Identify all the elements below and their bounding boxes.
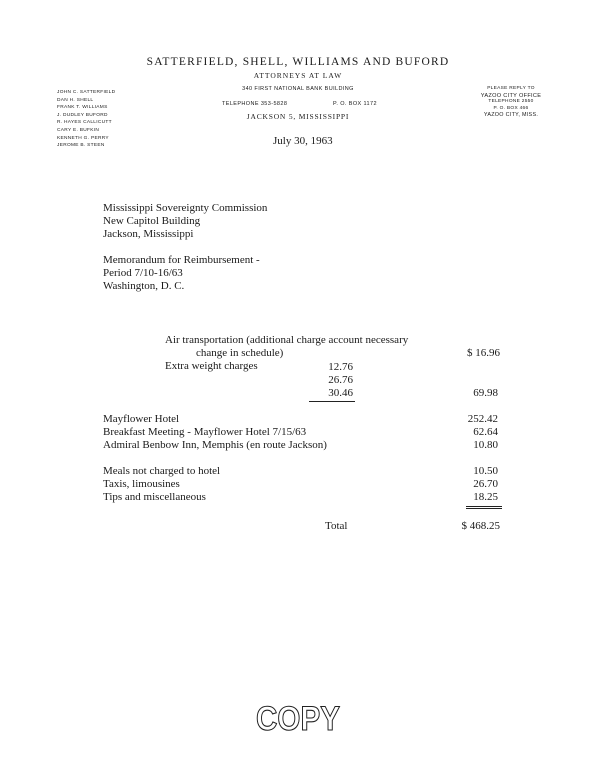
memo-block xyxy=(103,254,260,293)
extra-weight-item: 30.46 xyxy=(328,387,353,399)
expense-label: Breakfast Meeting - Mayflower Hotel 7/15/63 xyxy=(103,426,307,438)
reply-line: TELEPHONE 2550 xyxy=(488,99,534,105)
reply-line: YAZOO CITY, MISS. xyxy=(483,112,539,119)
expense-amount: 252.42 xyxy=(467,413,498,425)
expense-label: Taxis, limousines xyxy=(103,478,180,490)
reply-line: P. O. BOX 466 xyxy=(493,105,529,111)
partner-name: KENNETH G. PERRY xyxy=(57,135,109,141)
total-rule xyxy=(466,508,502,509)
extra-weight-item: 12.76 xyxy=(328,361,353,373)
expense-label: Meals not charged to hotel xyxy=(103,465,221,477)
recipient-line: Mississippi Sovereignty Commission xyxy=(103,202,268,214)
partner-list xyxy=(57,89,115,150)
expense-label: Admiral Benbow Inn, Memphis (en route Jackson) xyxy=(103,439,327,451)
copy-stamp-graphic xyxy=(248,700,348,736)
expense-label: Mayflower Hotel xyxy=(103,413,180,425)
extra-weight-item: 26.76 xyxy=(328,374,353,386)
total-amount: $ 468.25 xyxy=(461,520,500,532)
expense-label: Tips and miscellaneous xyxy=(103,491,206,503)
firm-city: JACKSON 5, MISSISSIPPI xyxy=(246,112,350,121)
subtotal-rule xyxy=(309,401,355,402)
expense-amount: 62.64 xyxy=(473,426,498,438)
total-rule xyxy=(466,506,502,507)
total-label: Total xyxy=(325,520,348,532)
letter-date: July 30, 1963 xyxy=(273,135,333,147)
reply-line: YAZOO CITY OFFICE xyxy=(480,92,542,99)
expense-amount: 10.50 xyxy=(473,465,498,477)
partner-name: FRANK T. WILLIAMS xyxy=(57,105,108,111)
firm-telephone: TELEPHONE 353-5828 xyxy=(222,101,288,107)
copy-stamp-text: COPY xyxy=(256,700,341,736)
reply-address-block xyxy=(468,86,554,119)
expense-amount: 26.70 xyxy=(473,478,498,490)
memo-line: Period 7/10-16/63 xyxy=(103,267,183,279)
partner-name: J. DUDLEY BUFORD xyxy=(57,112,108,118)
recipient-line: Jackson, Mississippi xyxy=(103,228,194,240)
air-transport-label: Air transportation (additional charge account necessary xyxy=(165,334,409,346)
recipient-line: New Capitol Building xyxy=(103,215,201,227)
air-transport-label-cont: change in schedule) xyxy=(196,347,284,359)
expense-amount: 18.25 xyxy=(473,491,498,503)
extra-weight-label: Extra weight charges xyxy=(165,360,258,372)
partner-name: JEROME B. STEEN xyxy=(57,143,105,149)
expense-amount: 10.80 xyxy=(473,439,498,451)
memo-line: Washington, D. C. xyxy=(103,280,185,292)
firm-po-box: P. O. BOX 1172 xyxy=(333,101,377,107)
recipient-block xyxy=(103,202,267,241)
partner-name: JOHN C. SATTERFIELD xyxy=(57,90,116,95)
air-transport-amount: $ 16.96 xyxy=(467,347,500,359)
copy-stamp xyxy=(0,700,596,741)
memo-line: Memorandum for Reimbursement - xyxy=(103,254,260,266)
reply-line: PLEASE REPLY TO xyxy=(487,86,535,91)
extra-weight-total: 69.98 xyxy=(473,387,498,399)
firm-subtitle: ATTORNEYS AT LAW xyxy=(253,71,343,80)
firm-address: 340 FIRST NATIONAL BANK BUILDING xyxy=(242,86,354,92)
partner-name: CARY E. BUFKIN xyxy=(57,127,100,133)
partner-name: DAN H. SHELL xyxy=(57,97,94,103)
partner-name: R. HAYES CALLICUTT xyxy=(57,120,112,126)
firm-name: SATTERFIELD, SHELL, WILLIAMS AND BUFORD xyxy=(146,56,450,68)
